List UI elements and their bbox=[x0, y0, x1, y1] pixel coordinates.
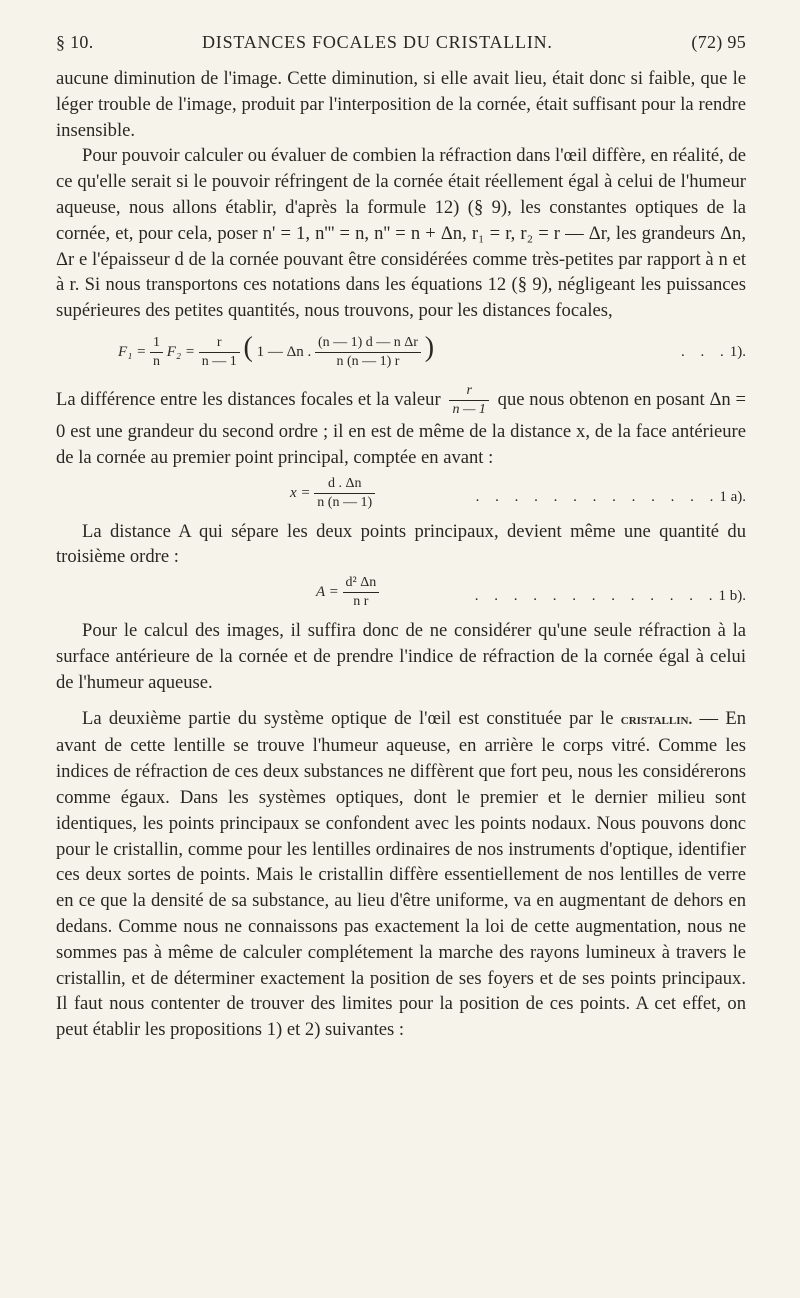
fraction bbox=[449, 382, 488, 419]
equation-number: 1). bbox=[729, 343, 746, 360]
emphasized-term: cristallin. bbox=[620, 711, 693, 728]
paragraph: La distance A qui sépare les deux points principaux, devient même une quantité du troisième ordre : bbox=[56, 520, 746, 568]
running-head bbox=[56, 32, 746, 58]
fraction bbox=[315, 334, 421, 371]
fraction bbox=[343, 574, 380, 611]
fraction-numerator: d² Δn bbox=[345, 575, 377, 591]
page-number: (72) 95 bbox=[691, 32, 746, 52]
equation-lhs: x = bbox=[290, 484, 311, 501]
paragraph: Pour pouvoir calculer ou évaluer de combien la réfraction dans l'œil diffère, en réalité, de ce qu'elle serait si le pouvoir réfringent de la cornée était réellement égal à celui de l'humeur aqueuse, nous allons établir, d'après la formule 12) (§ 9), les constantes optiques de la cornée, et, pour cela, poser n' = 1, n''' = n, n'' = n + Δn, r₁ = r, r₂ = r — Δr, les grandeurs Δn, Δr e l'épaisseur d de la cornée pouvant être considérées comme très-petites par rapport à n et à r. Si nous transportons ces notations dans les équations 12 (§ 9), négligeant les puissances supérieures des petites quantités, nous trouvons, pour les distances focales, bbox=[56, 145, 746, 322]
text-run: La différence entre les distances focales et la valeur bbox=[56, 388, 441, 410]
equation-term: 1 — Δn . bbox=[256, 343, 312, 360]
fraction-denominator: n — 1 bbox=[199, 352, 240, 371]
fraction-denominator: n (n — 1) r bbox=[315, 352, 421, 371]
equation-number: 1 a). bbox=[719, 488, 746, 505]
paragraph: aucune diminution de l'image. Cette diminution, si elle avait lieu, était donc si faible, que le léger trouble de l'image, produit par l'interposition de la cornée, était suffisant pour la rendre insensible. bbox=[56, 68, 746, 141]
text-run: en posant Δn = 0 est une grandeur du second ordre ; il en est de même de la distance x, de la face antérieure de la cornée au premier point principal, comptée en avant : bbox=[56, 388, 746, 468]
fraction-denominator: n r bbox=[343, 592, 380, 611]
fraction-numerator: r bbox=[216, 334, 222, 350]
text-run: que nous obtenon bbox=[497, 388, 630, 410]
fraction-denominator: n (n — 1) bbox=[314, 493, 375, 512]
paragraph bbox=[56, 382, 746, 471]
chapter-title: DISTANCES FOCALES DU CRISTALLIN. bbox=[202, 32, 553, 52]
equation-lhs: F₁ = bbox=[118, 343, 147, 360]
fraction-numerator: r bbox=[466, 382, 472, 398]
parenthesis: ) bbox=[424, 331, 435, 363]
text-run: — En avant de cette lentille se trouve l'humeur aqueuse, en arrière le corps vitré. Comme les indices de réfraction de ces deux substances ne diffèrent que fort peu, nous les considérerons comme égaux. Dans les systèmes optiques, dont le premier et le dernier milieu sont identiques, les points principaux se confondent avec les points nodaux. Nous pouvons donc pour le cristallin, comme pour les lentilles ordinaires de nos instruments d'optique, identifier ces deux sortes de points. Mais le cristallin diffère essentiellement de nos lentilles de verre en ce que la densité de sa substance, au lieu d'être uniforme, va en augmentant de dehors en dedans. Comme nous ne connaissons pas exactement la loi de cette augmentation, nous ne sommes pas à même de calculer complétement la marche des rayons lumineux à travers le cristallin, et de déterminer exactement la position de ses foyers et de ses points principaux. Il faut nous contenter de trouver des limites pour la position de ces points. A cet effet, on peut établir les propositions 1) et 2) suivantes : bbox=[56, 707, 747, 1041]
fraction bbox=[150, 334, 163, 371]
fraction-numerator: 1 bbox=[153, 334, 160, 350]
paragraph: Pour le calcul des images, il suffira donc de ne considérer qu'une seule réfraction à la surface antérieure de la cornée et de prendre l'indice de réfraction de la cornée égal à celui de l'humeur aqueuse. bbox=[56, 620, 746, 693]
equation-number: 1 b). bbox=[718, 588, 746, 605]
parenthesis: ( bbox=[243, 331, 253, 363]
equation-1b: A = $\frac{\text{d² Δn}}{\text{n r}}$ . . . . . . . . . . . . .1 b). bbox=[316, 575, 746, 610]
equation-term: F₂ = bbox=[166, 343, 195, 360]
paragraph bbox=[56, 706, 746, 1043]
page-body bbox=[56, 66, 746, 1043]
fraction-numerator: (n — 1) d — n Δr bbox=[317, 334, 418, 350]
fraction-denominator: n bbox=[150, 352, 163, 371]
section-number: § 10. bbox=[56, 32, 94, 52]
fraction bbox=[314, 475, 375, 512]
text-run: La deuxième partie du système optique de l'œil est constituée par le bbox=[82, 707, 614, 729]
equation-1: F₁ = $\frac{1}{n}$ F₂ = $\frac{r}{n — 1}$ ( 1 — Δn . $\frac{\text{(n — 1) d — n Δr}}{n (n — 1) r}$ ) . . .1). bbox=[118, 331, 746, 369]
fraction-numerator: d . Δn bbox=[327, 475, 362, 491]
equation-lhs: A = bbox=[316, 584, 339, 601]
fraction bbox=[199, 334, 240, 371]
fraction-denominator: n — 1 bbox=[449, 400, 488, 419]
equation-1a: x = $\frac{d . \Delta n}{n (n — 1)}$ . . . . . . . . . . . . .1 a). bbox=[290, 475, 746, 510]
